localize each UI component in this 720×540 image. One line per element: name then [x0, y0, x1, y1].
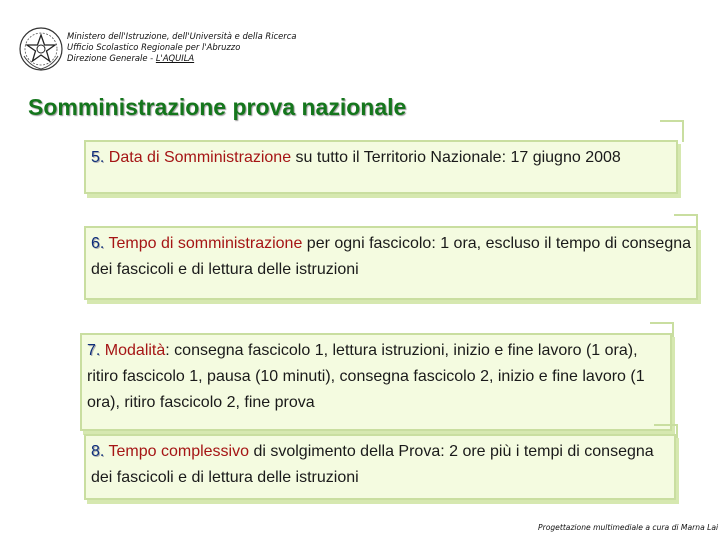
- item-number: 5.: [91, 149, 105, 166]
- header-line-direction: [67, 53, 296, 64]
- item-keyword: Modalità: [104, 342, 166, 359]
- footer-credit: Progettazione multimediale a cura di Marna Lai: [538, 523, 719, 532]
- item-number: 7.: [87, 342, 101, 359]
- item-number: 6.: [91, 235, 105, 252]
- item-keyword: Tempo complessivo: [108, 443, 249, 460]
- page-title: Somministrazione prova nazionale: [28, 94, 407, 120]
- item-number: 8.: [91, 443, 105, 460]
- item-keyword: Data di Somministrazione: [108, 149, 292, 166]
- header-city-link[interactable]: L'AQUILA: [155, 53, 195, 63]
- header-line-office: Ufficio Scolastico Regionale per l'Abruzzo: [67, 42, 241, 52]
- box-corner-5: [660, 120, 684, 142]
- item-text: di svolgimento della Prova: 2 ore più i tempi di consegna dei fascicoli e di lettura delle istruzioni: [91, 443, 654, 486]
- item-text: : consegna fascicolo 1, lettura istruzioni, inizio e fine lavoro (1 ora), ritiro fascicolo 1, pausa (10 minuti), consegna fascicolo 2, inizio e fine lavoro (1 ora), ritiro fascicolo 2, fine prova: [87, 342, 645, 411]
- header-line-ministry: Ministero dell'Istruzione, dell'Università e della Ricerca: [67, 31, 297, 41]
- ministry-header: [67, 31, 296, 64]
- item-box-6: [84, 226, 698, 300]
- item-text: su tutto il Territorio Nazionale: 17 giugno 2008: [291, 149, 621, 166]
- header-direction-prefix: Direzione Generale -: [67, 53, 156, 63]
- item-keyword: Tempo di somministrazione: [108, 235, 303, 252]
- italian-republic-emblem-icon: [18, 26, 64, 72]
- item-box-8: [84, 434, 676, 500]
- item-box-7: [80, 333, 672, 431]
- item-text: per ogni fascicolo: 1 ora, escluso il tempo di consegna dei fascicoli e di lettura delle istruzioni: [91, 235, 692, 278]
- item-box-5: [84, 140, 678, 194]
